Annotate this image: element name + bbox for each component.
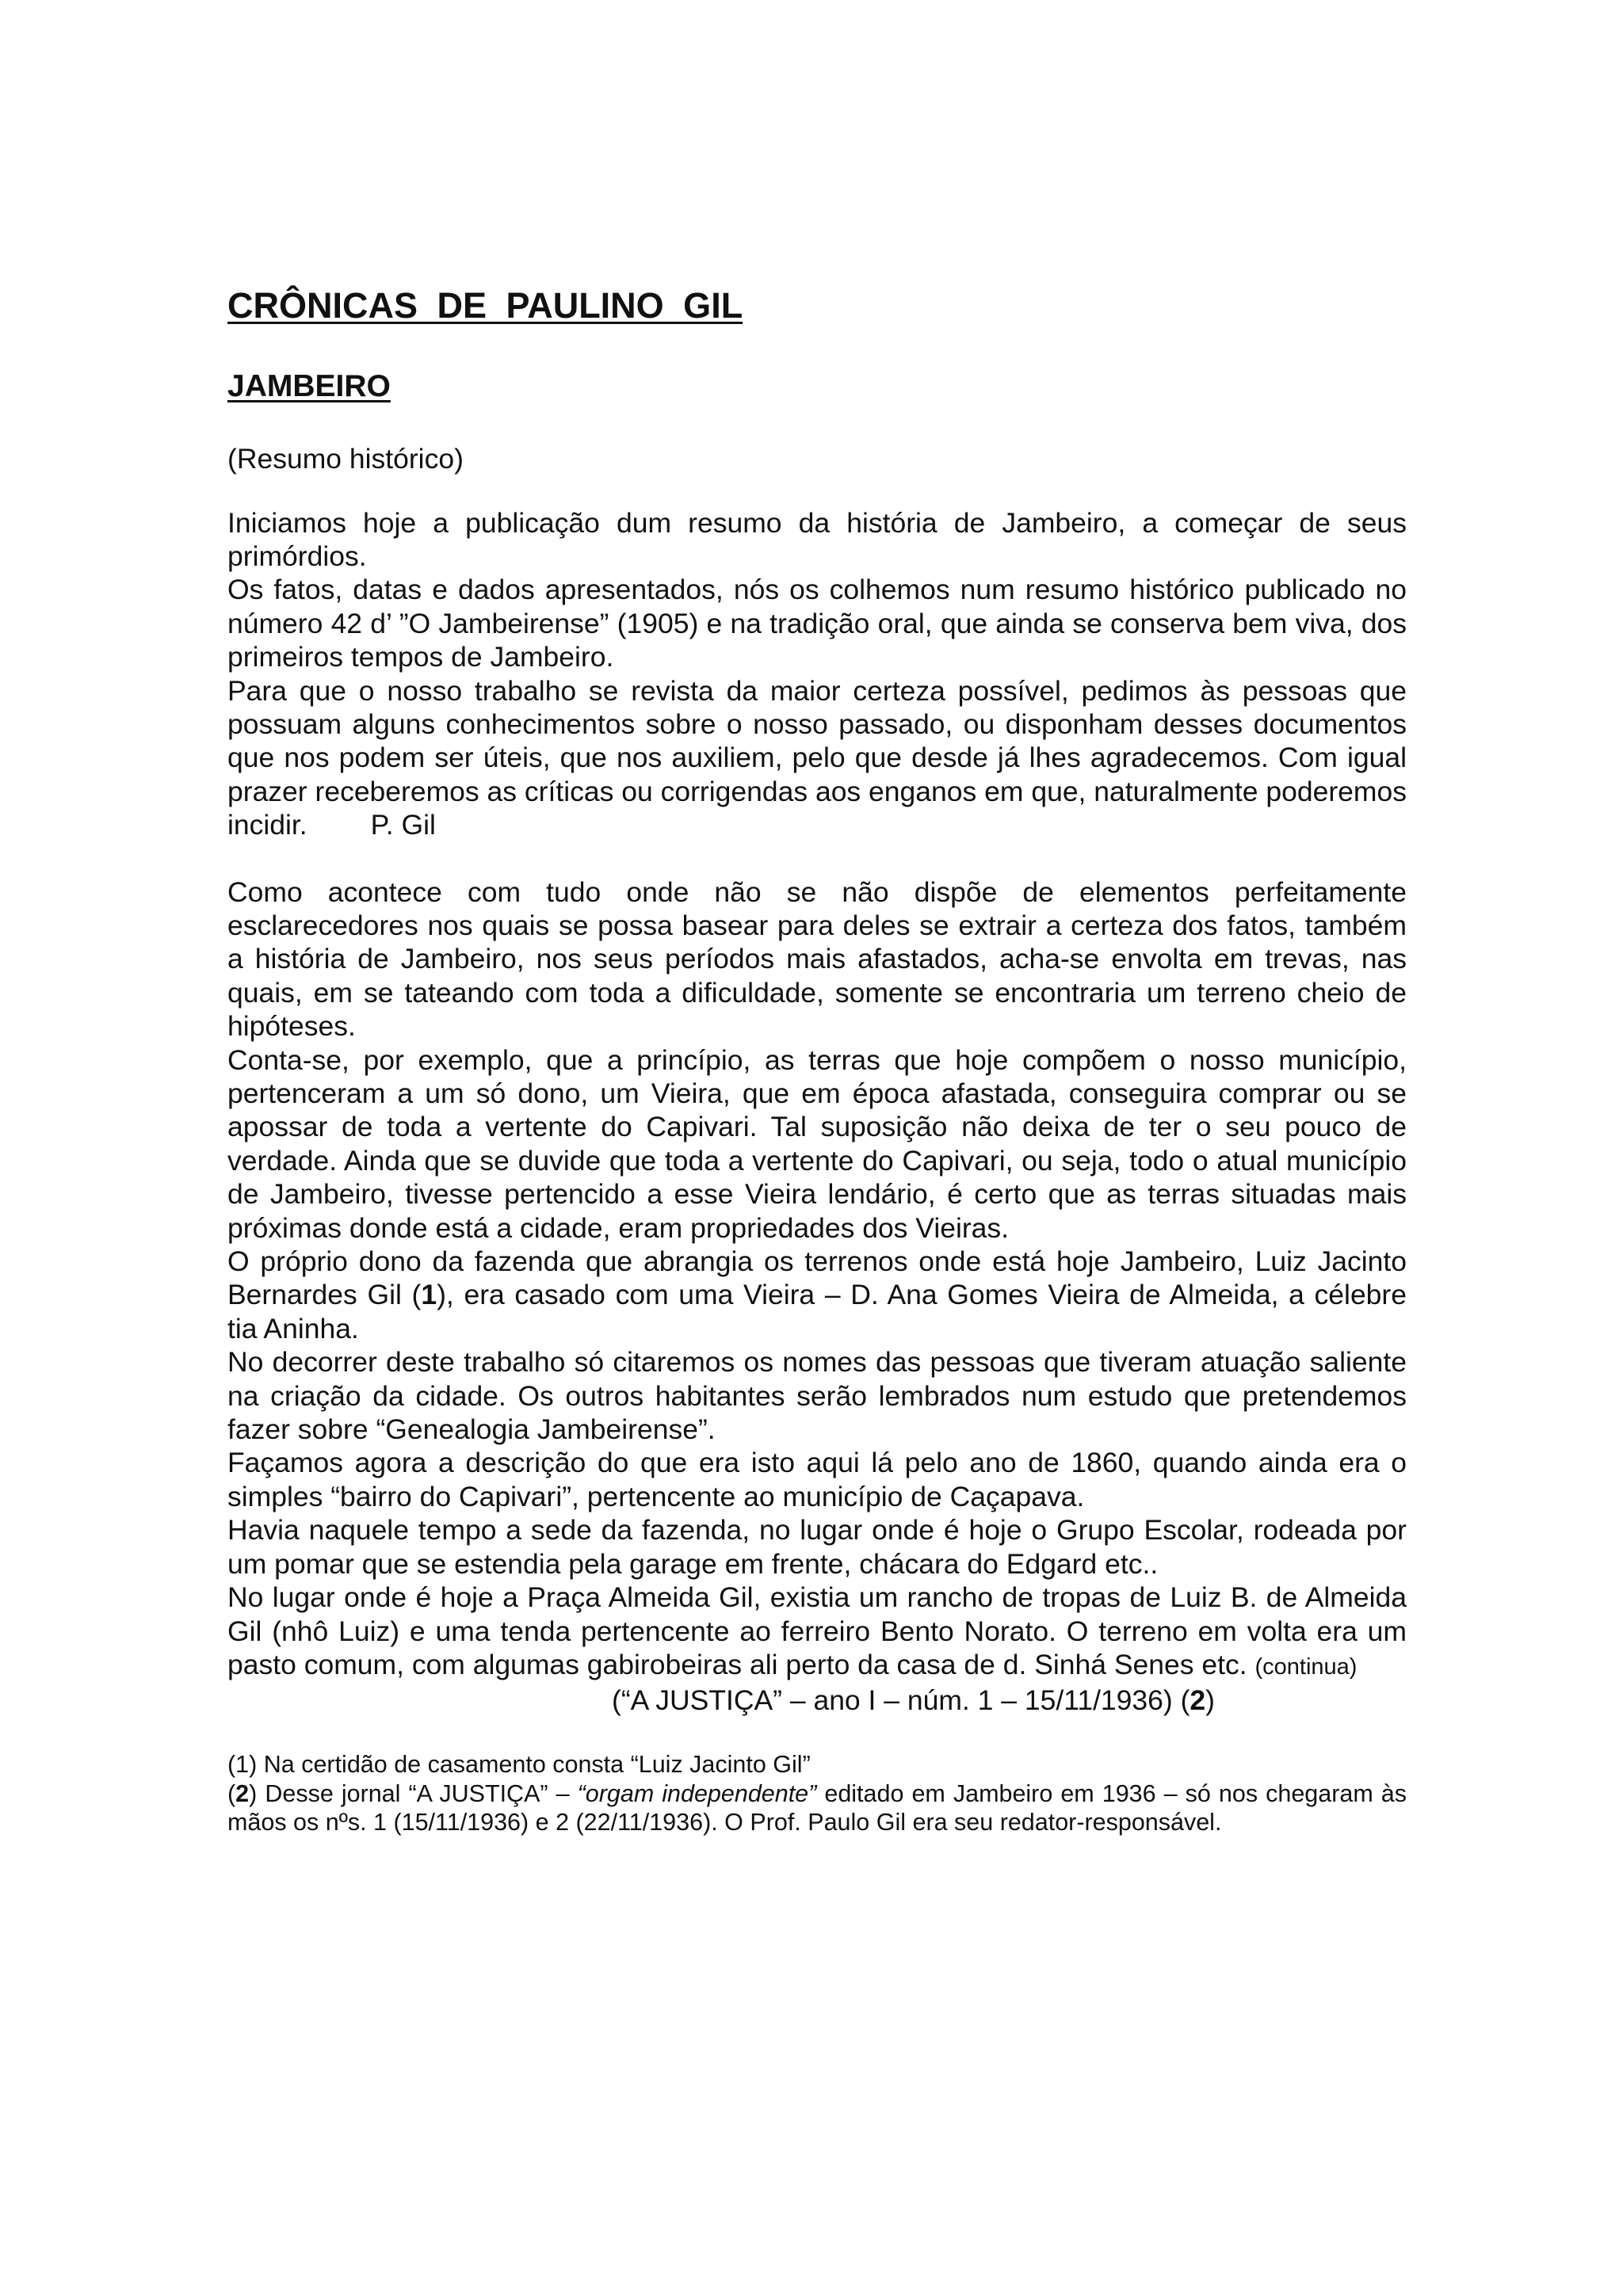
continua-note: (continua): [1254, 1653, 1358, 1680]
footnote-2: [227, 1779, 1407, 1837]
document-body: [227, 282, 1407, 1837]
body-paragraph-6: Havia naquele tempo a sede da fazenda, no lugar onde é hoje o Grupo Escolar, rodeada por um pomar que se estendia pela garage em frente, chácara do Edgard etc..: [227, 1514, 1407, 1580]
intro-paragraph-3: [227, 674, 1407, 842]
body-paragraph-7: [227, 1581, 1407, 1684]
footnote-1: (1) Na certidão de casamento consta “Luiz Jacinto Gil”: [227, 1751, 811, 1779]
body-paragraph-2: Conta-se, por exemplo, que a princípio, as terras que hoje compõem o nosso município, pertenceram a um só dono, um Vieira, que em época afastada, conseguira comprar ou se apossar de toda a vertente do Capivari. Tal suposição não deixa de ter o seu pouco de verdade. Ainda que se duvide que toda a vertente do Capivari, ou seja, todo o atual município de Jambeiro, tivesse pertencido a esse Vieira lendário, é certo que as terras situadas mais próximas donde está a cidade, eram propriedades dos Vieiras.: [227, 1043, 1407, 1244]
main-section: [227, 875, 1407, 1718]
intro-section: [227, 506, 1407, 842]
body-paragraph-3: [227, 1245, 1407, 1345]
source-citation-close: ): [1205, 1684, 1215, 1717]
signature: P. Gil: [370, 809, 436, 841]
source-citation: [227, 1684, 1407, 1717]
footnote-ref-2: 2: [1190, 1684, 1206, 1717]
footnote-2-text-b: editado em Jambeiro em 1936 – só nos chegaram às mãos os nºs. 1 (15/11/1936) e 2 (22/11/1936). O Prof. Paulo Gil era seu redator-responsável.: [227, 1779, 1407, 1836]
footnote-2-text-a: ) Desse jornal “A JUSTIÇA” –: [249, 1779, 578, 1807]
source-citation-text: (“A JUSTIÇA” – ano I – núm. 1 – 15/11/1936) (: [612, 1684, 1190, 1717]
intro-paragraph-3-text: Para que o nosso trabalho se revista da maior certeza possível, pedimos às pessoas que possuam alguns conhecimentos sobre o nosso passado, ou disponham desses documentos que nos podem ser úteis, que nos auxiliem, pelo que desde já lhes agradecemos. Com igual prazer receberemos as críticas ou corrigendas aos enganos em que, naturalmente poderemos incidir.: [227, 674, 1407, 841]
footnote-ref-1: 1: [421, 1279, 437, 1311]
section-tagline: (Resumo histórico): [227, 443, 464, 475]
intro-paragraph-1: Iniciamos hoje a publicação dum resumo da história de Jambeiro, a começar de seus primórdios.: [227, 506, 1407, 572]
section-title: JAMBEIRO: [227, 369, 391, 403]
body-paragraph-4: No decorrer deste trabalho só citaremos os nomes das pessoas que tiveram atuação saliente na criação da cidade. Os outros habitantes serão lembrados num estudo que pretendemos fazer sobre “Genealogia Jambeirense”.: [227, 1346, 1407, 1446]
body-paragraph-3-text-b: ), era casado com uma Vieira – D. Ana Gomes Vieira de Almeida, a célebre tia Aninha.: [227, 1279, 1407, 1344]
document-title: CRÔNICAS DE PAULINO GIL: [227, 285, 743, 326]
footnote-2-number: 2: [235, 1779, 250, 1807]
body-paragraph-3-text-a: O próprio dono da fazenda que abrangia os terrenos onde está hoje Jambeiro, Luiz Jacinto Bernardes Gil (: [227, 1245, 1407, 1311]
footnotes: [227, 1750, 1407, 1837]
intro-paragraph-2: Os fatos, datas e dados apresentados, nós os colhemos num resumo histórico publicado no número 42 d’ ”O Jambeirense” (1905) e na tradição oral, que ainda se conserva bem viva, dos primeiros tempos de Jambeiro.: [227, 574, 1407, 673]
body-paragraph-7-text: No lugar onde é hoje a Praça Almeida Gil, existia um rancho de tropas de Luiz B. de Almeida Gil (nhô Luiz) e uma tenda pertencente ao ferreiro Bento Norato. O terreno em volta era um pasto comum, com algumas gabirobeiras ali perto da casa de d. Sinhá Senes etc.: [227, 1581, 1407, 1680]
footnote-2-open: (: [227, 1779, 236, 1807]
body-paragraph-5: Façamos agora a descrição do que era isto aqui lá pelo ano de 1860, quando ainda era o simples “bairro do Capivari”, pertencente ao município de Caçapava.: [227, 1447, 1407, 1512]
footnote-2-italic: “orgam independente”: [577, 1779, 817, 1807]
body-paragraph-1: Como acontece com tudo onde não se não dispõe de elementos perfeitamente esclarecedores nos quais se possa basear para deles se extrair a certeza dos fatos, também a história de Jambeiro, nos seus períodos mais afastados, acha-se envolta em trevas, nas quais, em se tateando com toda a dificuldade, somente se encontraria um terreno cheio de hipóteses.: [227, 875, 1407, 1043]
spacer: [227, 842, 1407, 875]
